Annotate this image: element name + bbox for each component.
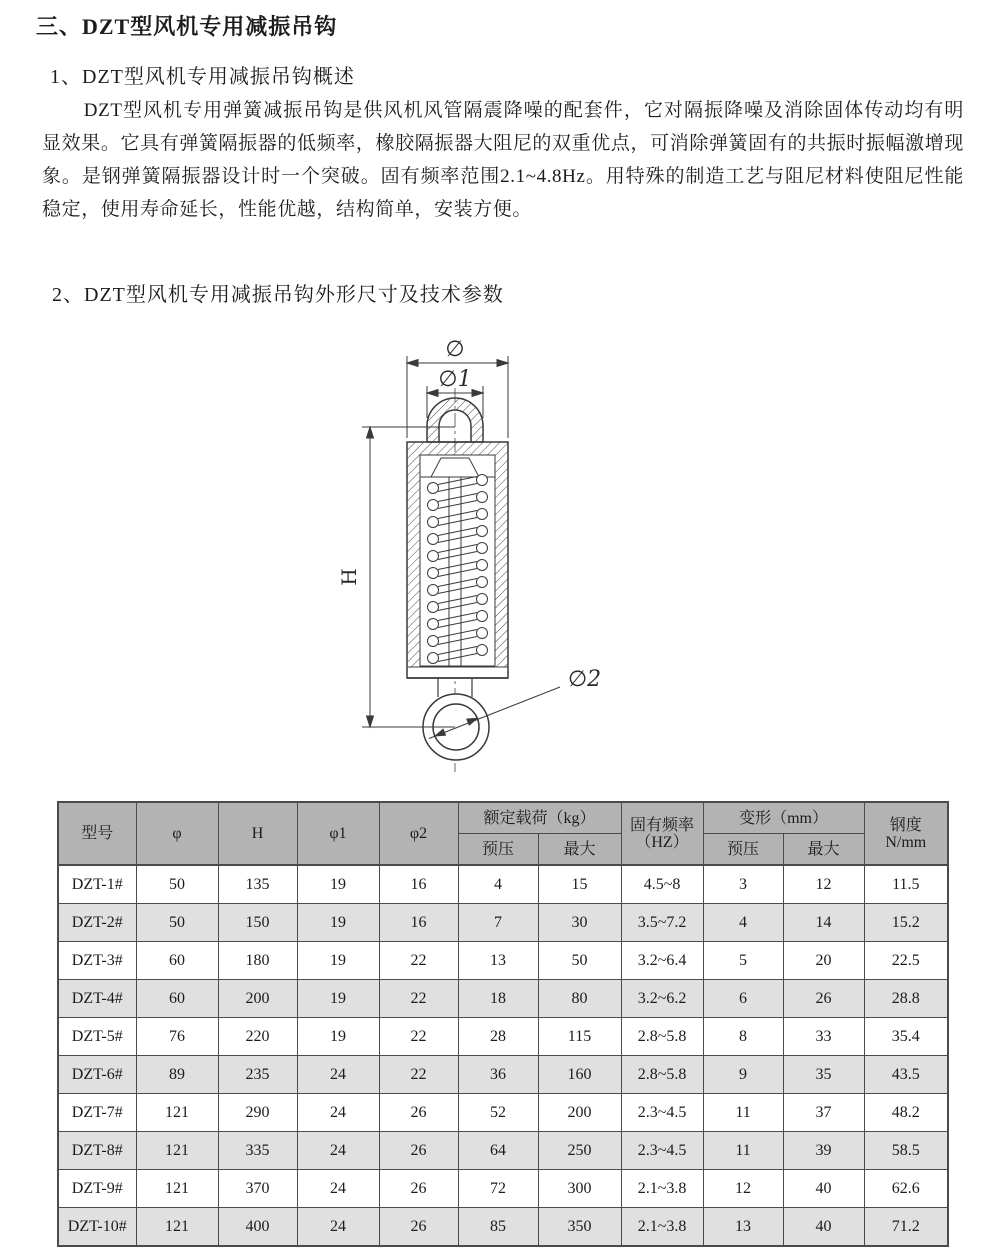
- table-cell: 64: [458, 1132, 538, 1170]
- table-cell: 22: [379, 980, 458, 1018]
- table-row: [58, 942, 948, 980]
- table-cell: 135: [218, 865, 297, 904]
- table-cell: 50: [136, 865, 218, 904]
- page-title: 三、DZT型风机专用减振吊钩: [36, 14, 338, 39]
- table-row: [58, 1018, 948, 1056]
- table-cell: 121: [136, 1094, 218, 1132]
- table-cell: 35.4: [864, 1018, 948, 1056]
- cell-model: DZT-2#: [58, 904, 136, 942]
- cell-model: DZT-9#: [58, 1170, 136, 1208]
- table-cell: 12: [783, 865, 864, 904]
- table-cell: 43.5: [864, 1056, 948, 1094]
- table-cell: 62.6: [864, 1170, 948, 1208]
- table-cell: 335: [218, 1132, 297, 1170]
- table-cell: 121: [136, 1208, 218, 1247]
- table-cell: 76: [136, 1018, 218, 1056]
- table-cell: 22: [379, 1018, 458, 1056]
- table-cell: 11: [703, 1132, 783, 1170]
- table-cell: 13: [458, 942, 538, 980]
- table-cell: 15: [538, 865, 621, 904]
- table-cell: 5: [703, 942, 783, 980]
- cell-model: DZT-7#: [58, 1094, 136, 1132]
- table-cell: 3: [703, 865, 783, 904]
- table-cell: 35: [783, 1056, 864, 1094]
- table-cell: 200: [538, 1094, 621, 1132]
- table-cell: 9: [703, 1056, 783, 1094]
- table-cell: 11: [703, 1094, 783, 1132]
- table-cell: 36: [458, 1056, 538, 1094]
- section1-paragraph: DZT型风机专用弹簧减振吊钩是供风机风管隔震降噪的配套件，它对隔振降噪及消除固体传动均有明显效果。它具有弹簧隔振器的低频率，橡胶隔振器大阻尼的双重优点，可消除弹簧固有的共振时振幅激增现象。是钢弹簧隔振器设计时一个突破。固有频率范围2.1~4.8Hz。用特殊的制造工艺与阻尼材料使阻尼性能稳定，使用寿命延长，性能优越，结构简单，安装方便。: [42, 100, 964, 220]
- cell-model: DZT-4#: [58, 980, 136, 1018]
- section2-heading: 2、DZT型风机专用减振吊钩外形尺寸及技术参数: [52, 284, 504, 306]
- col-header-deform-preload: 预压: [703, 834, 783, 866]
- table-row: [58, 1208, 948, 1247]
- table-cell: 8: [703, 1018, 783, 1056]
- table-row: [58, 865, 948, 904]
- cell-model: DZT-8#: [58, 1132, 136, 1170]
- table-cell: 71.2: [864, 1208, 948, 1247]
- table-cell: 24: [297, 1094, 379, 1132]
- table-cell: 200: [218, 980, 297, 1018]
- table-cell: 26: [379, 1132, 458, 1170]
- table-cell: 22.5: [864, 942, 948, 980]
- spec-table: [57, 801, 949, 1247]
- col-header-phi: φ: [136, 802, 218, 865]
- table-cell: 26: [379, 1094, 458, 1132]
- col-header-model: 型号: [58, 802, 136, 865]
- cell-model: DZT-5#: [58, 1018, 136, 1056]
- table-cell: 115: [538, 1018, 621, 1056]
- table-cell: 160: [538, 1056, 621, 1094]
- table-cell: 80: [538, 980, 621, 1018]
- table-cell: 60: [136, 942, 218, 980]
- table-cell: 19: [297, 942, 379, 980]
- col-header-rated-load: 额定载荷（kg）: [458, 802, 621, 834]
- table-cell: 26: [379, 1208, 458, 1247]
- table-cell: 14: [783, 904, 864, 942]
- table-cell: 235: [218, 1056, 297, 1094]
- table-cell: 48.2: [864, 1094, 948, 1132]
- table-row: [58, 1094, 948, 1132]
- table-row: [58, 904, 948, 942]
- table-row: [58, 980, 948, 1018]
- table-cell: 370: [218, 1170, 297, 1208]
- table-cell: 16: [379, 865, 458, 904]
- table-cell: 26: [379, 1170, 458, 1208]
- table-cell: 18: [458, 980, 538, 1018]
- col-header-natural-freq: 固有频率 （HZ）: [621, 802, 703, 865]
- table-cell: 30: [538, 904, 621, 942]
- table-cell: 290: [218, 1094, 297, 1132]
- col-header-phi1: φ1: [297, 802, 379, 865]
- spec-table-header: [58, 802, 948, 865]
- table-cell: 2.3~4.5: [621, 1094, 703, 1132]
- table-cell: 220: [218, 1018, 297, 1056]
- cell-model: DZT-1#: [58, 865, 136, 904]
- col-header-deform-max: 最大: [783, 834, 864, 866]
- table-cell: 24: [297, 1132, 379, 1170]
- table-cell: 22: [379, 942, 458, 980]
- table-cell: 6: [703, 980, 783, 1018]
- dim-phi2-label: ∅2: [568, 667, 602, 692]
- table-cell: 4.5~8: [621, 865, 703, 904]
- table-cell: 121: [136, 1132, 218, 1170]
- table-cell: 3.5~7.2: [621, 904, 703, 942]
- table-cell: 20: [783, 942, 864, 980]
- table-cell: 52: [458, 1094, 538, 1132]
- table-cell: 37: [783, 1094, 864, 1132]
- col-header-load-preload: 预压: [458, 834, 538, 866]
- table-cell: 7: [458, 904, 538, 942]
- table-cell: 3.2~6.2: [621, 980, 703, 1018]
- table-cell: 19: [297, 1018, 379, 1056]
- table-cell: 2.8~5.8: [621, 1018, 703, 1056]
- table-row: [58, 1132, 948, 1170]
- table-cell: 11.5: [864, 865, 948, 904]
- table-cell: 400: [218, 1208, 297, 1247]
- table-cell: 89: [136, 1056, 218, 1094]
- cell-model: DZT-3#: [58, 942, 136, 980]
- table-cell: 28.8: [864, 980, 948, 1018]
- table-cell: 24: [297, 1056, 379, 1094]
- table-cell: 50: [136, 904, 218, 942]
- table-cell: 19: [297, 904, 379, 942]
- spec-table-body: [58, 865, 948, 1246]
- table-cell: 85: [458, 1208, 538, 1247]
- cell-model: DZT-6#: [58, 1056, 136, 1094]
- table-cell: 60: [136, 980, 218, 1018]
- table-cell: 2.8~5.8: [621, 1056, 703, 1094]
- table-cell: 26: [783, 980, 864, 1018]
- table-cell: 250: [538, 1132, 621, 1170]
- col-header-deform: 变形（mm）: [703, 802, 864, 834]
- col-header-h: H: [218, 802, 297, 865]
- table-cell: 300: [538, 1170, 621, 1208]
- table-cell: 121: [136, 1170, 218, 1208]
- table-cell: 19: [297, 980, 379, 1018]
- table-cell: 2.1~3.8: [621, 1170, 703, 1208]
- technical-drawing: [298, 330, 643, 780]
- table-cell: 2.3~4.5: [621, 1132, 703, 1170]
- table-cell: 33: [783, 1018, 864, 1056]
- section1-heading: 1、DZT型风机专用减振吊钩概述: [50, 66, 355, 88]
- cell-model: DZT-10#: [58, 1208, 136, 1247]
- hanger-drawing-svg: [298, 330, 643, 780]
- table-cell: 22: [379, 1056, 458, 1094]
- table-cell: 3.2~6.4: [621, 942, 703, 980]
- table-cell: 15.2: [864, 904, 948, 942]
- table-cell: 28: [458, 1018, 538, 1056]
- col-header-load-max: 最大: [538, 834, 621, 866]
- table-cell: 24: [297, 1208, 379, 1247]
- dim-phi-label: ∅: [445, 337, 465, 362]
- table-row: [58, 1056, 948, 1094]
- table-cell: 19: [297, 865, 379, 904]
- table-cell: 39: [783, 1132, 864, 1170]
- table-cell: 13: [703, 1208, 783, 1247]
- table-cell: 58.5: [864, 1132, 948, 1170]
- table-cell: 4: [458, 865, 538, 904]
- table-cell: 150: [218, 904, 297, 942]
- col-header-stiffness: 钢度 N/mm: [864, 802, 948, 865]
- dim-phi1-label: ∅1: [438, 367, 472, 392]
- table-cell: 4: [703, 904, 783, 942]
- table-cell: 350: [538, 1208, 621, 1247]
- table-cell: 50: [538, 942, 621, 980]
- table-cell: 24: [297, 1170, 379, 1208]
- table-cell: 180: [218, 942, 297, 980]
- table-cell: 40: [783, 1170, 864, 1208]
- table-cell: 16: [379, 904, 458, 942]
- table-cell: 2.1~3.8: [621, 1208, 703, 1247]
- table-cell: 72: [458, 1170, 538, 1208]
- col-header-phi2: φ2: [379, 802, 458, 865]
- table-row: [58, 1170, 948, 1208]
- table-cell: 12: [703, 1170, 783, 1208]
- table-cell: 40: [783, 1208, 864, 1247]
- dim-height-label: H: [337, 568, 361, 586]
